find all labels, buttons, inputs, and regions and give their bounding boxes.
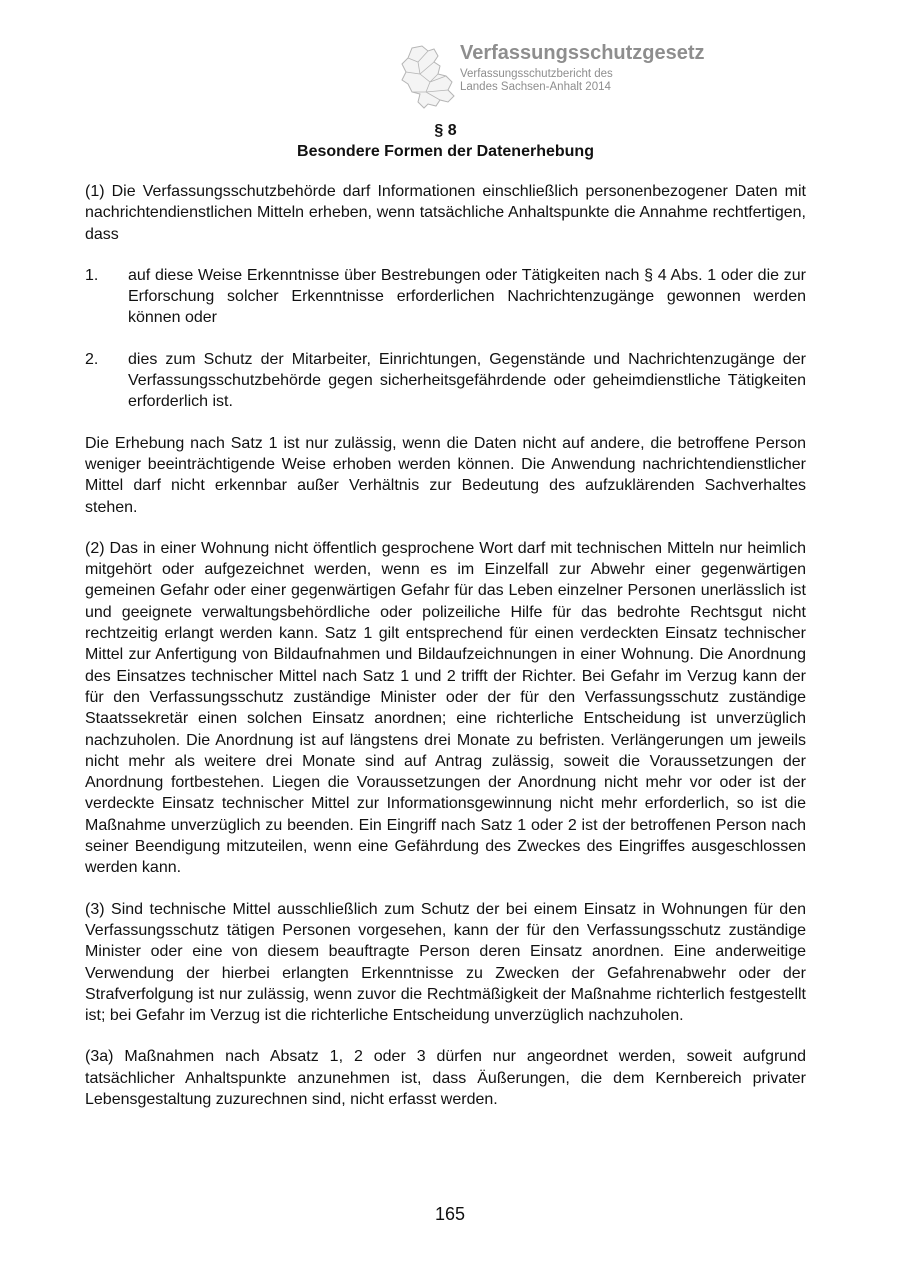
list-item-text: dies zum Schutz der Mitarbeiter, Einrichtungen, Gegenstände und Nachrichtenzugänge der Verfassungsschutzbehörde gegen sicherheitsgefährdende oder geheimdienstliche Tätigkeiten erforderlich ist. [128, 350, 806, 411]
sachsen-anhalt-map-icon [398, 44, 460, 110]
paragraph-1-continuation: Die Erhebung nach Satz 1 ist nur zulässig, wenn die Daten nicht auf andere, die betroffene Person weniger beeinträchtigende Weise erhoben werden können. Die Anwendung nachrichtendienstlicher Mittel darf nicht erkennbar außer Verhältnis zur Bedeutung des aufzuklärenden Sachverhaltes stehen. [85, 434, 806, 516]
header-subtitle-line1: Verfassungsschutzbericht des [460, 68, 613, 80]
paragraph-2: (2) Das in einer Wohnung nicht öffentlich gesprochene Wort darf mit technischen Mitteln nur heimlich mitgehört oder aufgezeichnet werden, wenn es im Einzelfall zur Abwehr einer gegenwärtigen gemeinen Gefahr oder einer gegenwärtigen Gefahr für das Leben einzelner Personen unerlässlich ist und geeignete verwaltungsbehördliche oder polizeiliche Hilfe für das bedrohte Rechtsgut nicht rechtzeitig erlangt werden kann. Satz 1 gilt entsprechend für einen verdeckten Einsatz technischer Mittel zur Anfertigung von Bildaufnahmen und Bildaufzeichnungen in einer Wohnung. Die Anordnung des Einsatzes technischer Mittel nach Satz 1 und 2 trifft der Richter. Bei Gefahr im Verzug kann der für den Verfassungsschutz zuständige Minister oder der für den Verfassungsschutz zuständige Staatssekretär einen solchen Einsatz anordnen; eine richterliche Entscheidung ist unverzüglich nachzuholen. Die Anordnung ist auf längstens drei Monate zu befristen. Verlängerungen um jeweils nicht mehr als weitere drei Monate sind auf Antrag zulässig, soweit die Voraussetzungen der Anordnung fortbestehen. Liegen die Voraussetzungen der Anordnung nicht mehr vor oder ist der verdeckte Einsatz technischer Mittel zur Informationsgewinnung nicht mehr erforderlich, so ist die Maßnahme unverzüglich zu beenden. Ein Eingriff nach Satz 1 oder 2 ist der betroffenen Person nach seiner Beendigung mitzuteilen, wenn eine Gefährdung des Zweckes des Eingriffes ausgeschlossen werden kann. [85, 539, 806, 877]
list-item-number: 1. [85, 266, 99, 284]
paragraph-1-intro: (1) Die Verfassungsschutzbehörde darf Informationen einschließlich personenbezogener Daten mit nachrichtendienstlichen Mitteln erheben, wenn tatsächliche Anhaltspunkte die Annahme rechtfertigen, dass [85, 183, 806, 243]
list-item [85, 265, 806, 329]
list-item-number: 2. [85, 350, 99, 368]
page-number: 165 [434, 1204, 466, 1224]
list-item [85, 349, 806, 413]
list-item-text: auf diese Weise Erkenntnisse über Bestrebungen oder Tätigkeiten nach § 4 Abs. 1 oder die zur Erforschung solcher Erkenntnisse erforderlichen Nachrichtenzugänge gewonnen werden können oder [128, 266, 806, 327]
paragraph-3: (3) Sind technische Mittel ausschließlich zum Schutz der bei einem Einsatz in Wohnungen für den Verfassungsschutz tätigen Personen vorgesehen, kann der für den Verfassungsschutz zuständige Minister oder eine von diesem beauftragte Person deren Einsatz anordnen. Eine anderweitige Verwendung der hierbei erlangten Erkenntnisse zu Zwecken der Gefahrenabwehr oder der Strafverfolgung ist nur zulässig, wenn zuvor die Rechtmäßigkeit der Maßnahme richterlich festgestellt ist; bei Gefahr im Verzug ist die richterliche Entscheidung unverzüglich nachzuholen. [85, 900, 806, 1025]
page-header [398, 42, 798, 112]
paragraph-3a: (3a) Maßnahmen nach Absatz 1, 2 oder 3 dürfen nur angeordnet werden, soweit aufgrund tatsächlicher Anhaltspunkte anzunehmen ist, dass Äußerungen, die dem Kernbereich privater Lebensgestaltung zuzurechnen sind, nicht erfasst werden. [85, 1048, 806, 1108]
header-subtitle-line2: Landes Sachsen-Anhalt 2014 [460, 81, 611, 93]
header-title: Verfassungsschutzgesetz [460, 42, 705, 64]
section-title: Besondere Formen der Datenerhebung [297, 143, 594, 160]
document-body [85, 181, 806, 1130]
section-number: § 8 [434, 122, 457, 139]
